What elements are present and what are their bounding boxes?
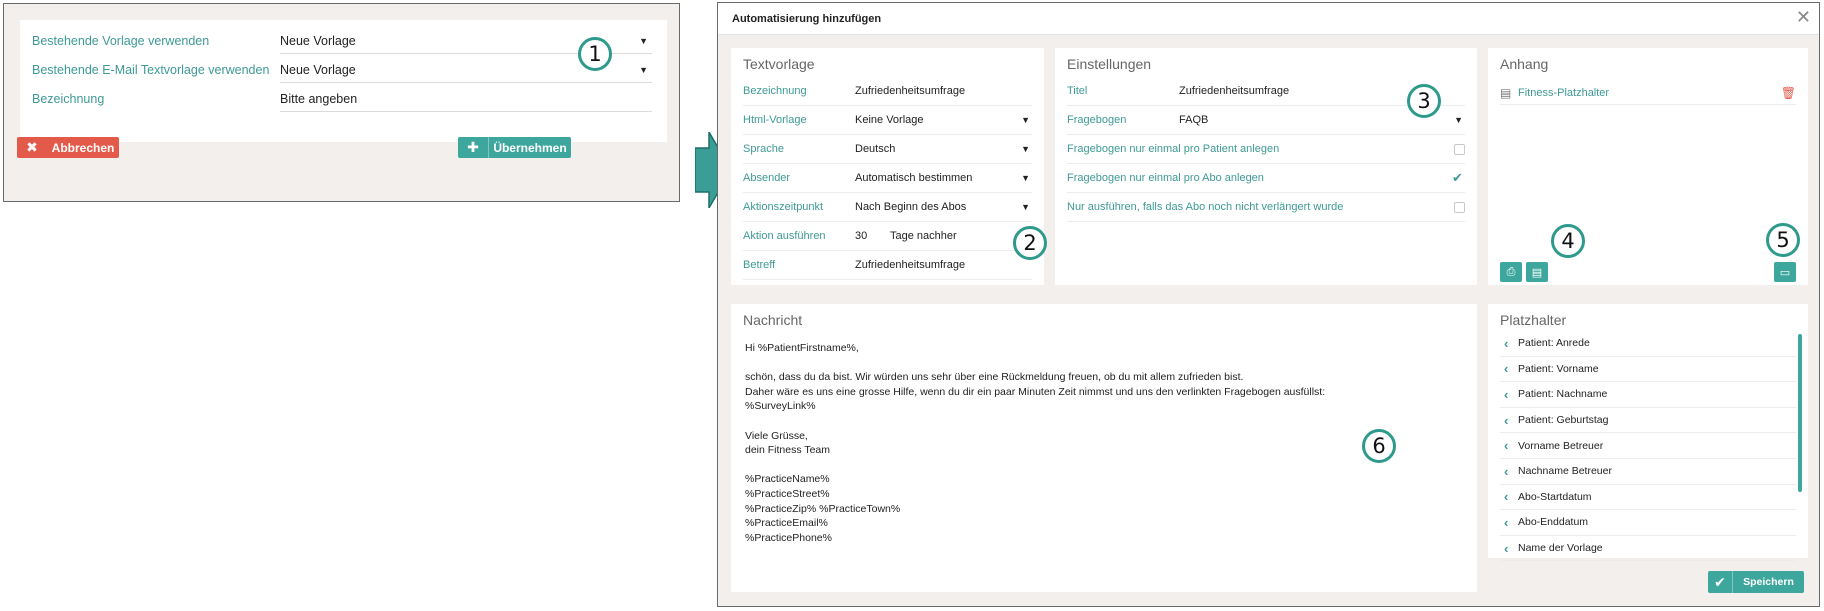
execute-action-field [855, 230, 1032, 242]
printer-icon: ⎙ [1506, 265, 1516, 278]
annotation-badge: 1 [578, 37, 612, 71]
field-label: Bezeichnung [743, 85, 807, 97]
form-row [743, 135, 1032, 164]
field-value: Zufriedenheitsumfrage [855, 85, 966, 97]
checkbox-label: Nur ausführen, falls das Abo noch nicht verlängert wurde [1067, 201, 1344, 213]
field-label: Betreff [743, 259, 776, 271]
placeholder-panel [1488, 304, 1808, 558]
placeholder-label: Nachname Betreuer [1518, 465, 1612, 478]
caret-down-icon: ▼ [639, 64, 648, 75]
preview-button[interactable] [1774, 262, 1796, 282]
annotation-badge: 2 [1013, 226, 1047, 260]
field-value: Deutsch [855, 143, 896, 155]
laptop-icon: ▭ [1779, 266, 1791, 279]
attachment-name: Fitness-Platzhalter [1518, 86, 1610, 99]
form-row [743, 251, 1032, 280]
close-icon: ✖ [26, 139, 38, 155]
caret-down-icon: ▼ [1021, 144, 1030, 154]
placeholder-item[interactable] [1500, 433, 1796, 459]
field-value: FAQB [1179, 114, 1209, 126]
chevron-left-icon: ‹ [1504, 540, 1509, 556]
settings-panel [1055, 48, 1477, 285]
panel-title: Einstellungen [1067, 56, 1152, 72]
placeholder-label: Vorname Betreuer [1518, 439, 1604, 452]
placeholder-item[interactable] [1500, 485, 1796, 511]
chevron-left-icon: ‹ [1504, 463, 1509, 479]
field-label: Fragebogen [1067, 114, 1127, 126]
placeholder-label: Patient: Anrede [1518, 337, 1590, 350]
field-label: Aktionszeitpunkt [743, 201, 824, 213]
panel-title: Textvorlage [743, 56, 815, 72]
caret-down-icon: ▼ [639, 35, 648, 46]
form-row [1067, 106, 1465, 135]
template-select-dialog [3, 3, 680, 202]
language-select[interactable] [855, 143, 1032, 155]
form-row [1067, 77, 1465, 106]
annotation-badge: 5 [1766, 223, 1800, 257]
checkbox-label: Fragebogen nur einmal pro Patient anlegen [1067, 143, 1280, 155]
field-label: Html-Vorlage [743, 114, 807, 126]
checkbox-label: Fragebogen nur einmal pro Abo anlegen [1067, 172, 1264, 184]
designation-input[interactable] [280, 86, 652, 112]
apply-button-label: Übernehmen [493, 140, 567, 155]
field-value: Keine Vorlage [855, 114, 924, 126]
action-time-select[interactable] [855, 201, 1032, 213]
form-row [1067, 164, 1465, 193]
chevron-left-icon: ‹ [1504, 514, 1509, 530]
chevron-left-icon: ‹ [1504, 361, 1509, 377]
placeholder-item[interactable] [1500, 459, 1796, 485]
subject-field[interactable] [855, 259, 1032, 271]
message-body[interactable]: Hi %PatientFirstname%, schön, dass du da bist. Wir würden uns sehr über eine Rückmeldung freuen, ob du mit allem zufrieden bist. Daher wäre es uns eine grosse Hilfe, wenn du dir ein paar Minuten Zeit nimmst und uns den verlinkten Fragebogen ausfüllst: %SurveyLink% Viele Grüsse, dein Fitness Team %PracticeName% %PracticeStreet% %PracticeZip% %PracticeTown% %PracticeEmail% %PracticePhone% [745, 342, 1326, 544]
form-row [1067, 135, 1465, 164]
form-row [743, 106, 1032, 135]
document-button[interactable] [1526, 262, 1548, 282]
not-renewed-checkbox[interactable] [1454, 202, 1465, 213]
document-icon: ▤ [1500, 85, 1512, 100]
template-select-form [20, 20, 667, 142]
existing-email-template-label: Bestehende E-Mail Textvorlage verwenden [32, 63, 270, 77]
print-button[interactable] [1500, 262, 1522, 282]
close-icon[interactable]: ✕ [1795, 7, 1811, 27]
apply-button[interactable] [458, 137, 571, 158]
annotation-badge: 6 [1362, 429, 1396, 463]
annotation-badge: 3 [1407, 84, 1441, 118]
placeholder-item[interactable] [1500, 510, 1796, 536]
placeholder-label: Patient: Vorname [1518, 362, 1599, 375]
field-value: Zufriedenheitsumfrage [855, 259, 966, 271]
attachment-panel [1488, 48, 1808, 285]
panel-title: Nachricht [743, 312, 803, 328]
html-template-select[interactable] [855, 114, 1032, 126]
designation-placeholder: Bitte angeben [280, 91, 358, 106]
save-button[interactable] [1708, 571, 1804, 593]
field-value: Automatisch bestimmen [855, 172, 973, 184]
placeholder-list [1500, 331, 1796, 561]
chevron-left-icon: ‹ [1504, 489, 1509, 505]
designation-field[interactable] [855, 85, 1032, 97]
chevron-left-icon: ‹ [1504, 438, 1509, 454]
placeholder-label: Patient: Nachname [1518, 388, 1608, 401]
chevron-left-icon: ‹ [1504, 412, 1509, 428]
caret-down-icon: ▼ [1021, 115, 1030, 125]
days-suffix: Tage nachher [890, 230, 957, 242]
placeholder-item[interactable] [1500, 382, 1796, 408]
placeholder-item[interactable] [1500, 357, 1796, 383]
placeholder-label: Patient: Geburtstag [1518, 414, 1609, 427]
existing-email-template-value: Neue Vorlage [280, 62, 356, 77]
chevron-left-icon: ‹ [1504, 335, 1509, 351]
field-label: Absender [743, 172, 791, 184]
dialog-header [718, 3, 1819, 35]
save-button-label: Speichern [1743, 576, 1794, 588]
placeholder-label: Abo-Startdatum [1518, 490, 1592, 503]
form-row [1067, 193, 1465, 222]
form-row [743, 222, 1032, 251]
designation-row [32, 82, 652, 116]
panel-title: Anhang [1500, 56, 1549, 72]
placeholder-item[interactable] [1500, 536, 1796, 562]
field-label: Sprache [743, 143, 784, 155]
attachment-item[interactable] [1500, 81, 1796, 105]
field-value: Nach Beginn des Abos [855, 201, 967, 213]
form-row [743, 77, 1032, 106]
designation-label: Bezeichnung [32, 92, 105, 106]
placeholder-item[interactable] [1500, 408, 1796, 434]
sender-select[interactable] [855, 172, 1032, 184]
chevron-left-icon: ‹ [1504, 386, 1509, 402]
once-per-patient-checkbox[interactable] [1454, 144, 1465, 155]
existing-template-label: Bestehende Vorlage verwenden [32, 34, 210, 48]
annotation-badge: 4 [1551, 224, 1585, 258]
caret-down-icon: ▼ [1021, 173, 1030, 183]
caret-down-icon: ▼ [1021, 202, 1030, 212]
days-input[interactable]: 30 [855, 230, 868, 242]
form-row [743, 193, 1032, 222]
existing-template-value: Neue Vorlage [280, 33, 356, 48]
form-row [743, 164, 1032, 193]
dialog-title: Automatisierung hinzufügen [732, 12, 882, 25]
panel-title: Platzhalter [1500, 312, 1567, 328]
plus-icon: ✚ [467, 139, 479, 155]
check-icon: ✔ [1714, 573, 1726, 590]
cancel-button-label: Abbrechen [51, 140, 115, 155]
field-value: Zufriedenheitsumfrage [1179, 85, 1290, 97]
placeholder-label: Abo-Enddatum [1518, 516, 1589, 529]
caret-down-icon: ▼ [1454, 115, 1463, 125]
field-label: Titel [1067, 85, 1088, 97]
text-template-panel [731, 48, 1044, 285]
add-automation-dialog [717, 2, 1820, 607]
scrollbar[interactable] [1798, 334, 1802, 492]
trash-icon[interactable]: 🗑 [1780, 85, 1796, 100]
cancel-button[interactable] [17, 137, 119, 158]
placeholder-item[interactable] [1500, 331, 1796, 357]
once-per-subscription-checkbox[interactable]: ✔ [1452, 169, 1463, 185]
placeholder-label: Name der Vorlage [1518, 542, 1603, 555]
field-label: Aktion ausführen [743, 230, 826, 242]
document-icon: ▤ [1531, 266, 1543, 279]
